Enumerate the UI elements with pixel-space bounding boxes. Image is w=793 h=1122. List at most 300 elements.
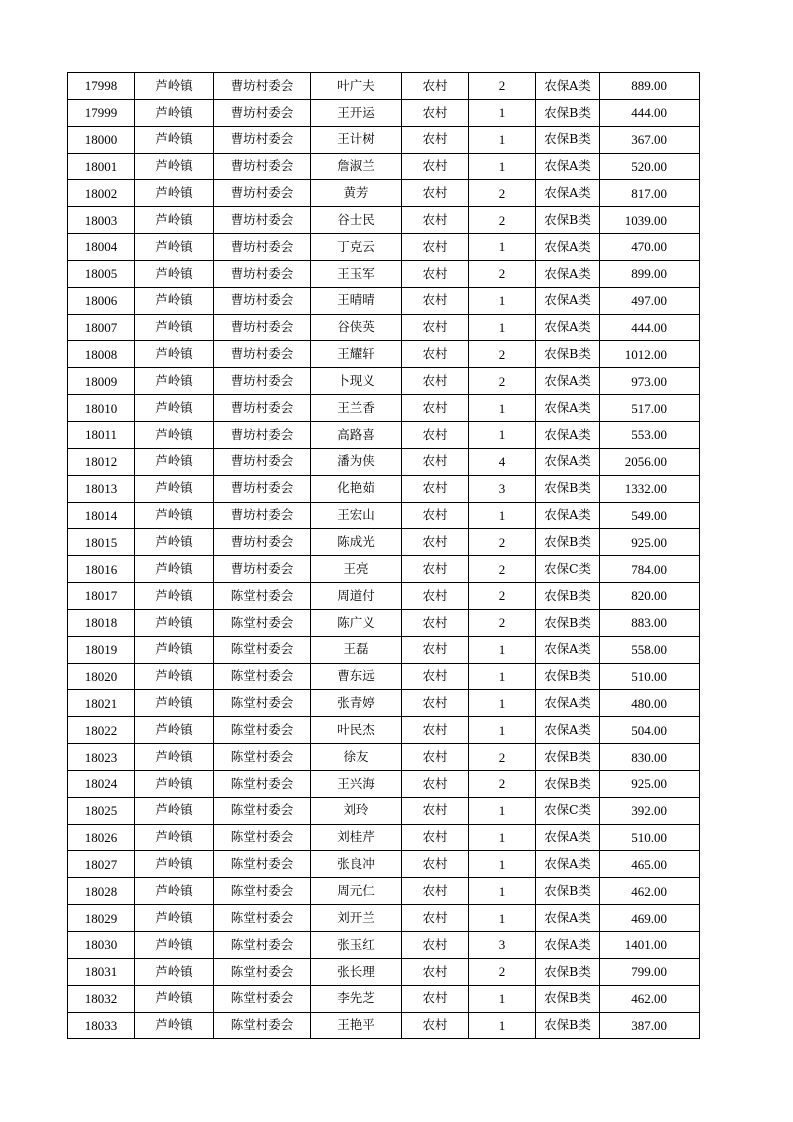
insurance-category-cell: 农保A类 xyxy=(536,234,600,261)
village-committee-cell: 陈堂村委会 xyxy=(214,958,311,985)
serial-no-cell: 18023 xyxy=(68,744,135,771)
household-size-cell: 3 xyxy=(469,475,536,502)
serial-no-cell: 18030 xyxy=(68,932,135,959)
village-committee-cell: 曹坊村委会 xyxy=(214,153,311,180)
area-type-cell: 农村 xyxy=(402,690,469,717)
roster-table xyxy=(67,72,700,1039)
serial-no-cell: 18025 xyxy=(68,797,135,824)
village-committee-cell: 陈堂村委会 xyxy=(214,636,311,663)
village-committee-cell: 曹坊村委会 xyxy=(214,180,311,207)
table-row xyxy=(68,690,700,717)
insurance-category-cell: 农保B类 xyxy=(536,663,600,690)
insurance-category-cell: 农保B类 xyxy=(536,609,600,636)
person-name-cell: 曹东远 xyxy=(311,663,402,690)
town-cell: 芦岭镇 xyxy=(135,905,214,932)
insurance-category-cell: 农保C类 xyxy=(536,797,600,824)
village-committee-cell: 曹坊村委会 xyxy=(214,368,311,395)
area-type-cell: 农村 xyxy=(402,905,469,932)
table-row xyxy=(68,368,700,395)
town-cell: 芦岭镇 xyxy=(135,153,214,180)
insurance-category-cell: 农保B类 xyxy=(536,770,600,797)
household-size-cell: 1 xyxy=(469,717,536,744)
insurance-category-cell: 农保B类 xyxy=(536,207,600,234)
area-type-cell: 农村 xyxy=(402,287,469,314)
village-committee-cell: 陈堂村委会 xyxy=(214,824,311,851)
household-size-cell: 1 xyxy=(469,878,536,905)
household-size-cell: 1 xyxy=(469,126,536,153)
insurance-category-cell: 农保B类 xyxy=(536,583,600,610)
serial-no-cell: 17999 xyxy=(68,99,135,126)
serial-no-cell: 18005 xyxy=(68,260,135,287)
village-committee-cell: 曹坊村委会 xyxy=(214,126,311,153)
table-row xyxy=(68,744,700,771)
area-type-cell: 农村 xyxy=(402,475,469,502)
town-cell: 芦岭镇 xyxy=(135,690,214,717)
village-committee-cell: 陈堂村委会 xyxy=(214,1012,311,1039)
insurance-category-cell: 农保A类 xyxy=(536,421,600,448)
table-row xyxy=(68,287,700,314)
town-cell: 芦岭镇 xyxy=(135,287,214,314)
village-committee-cell: 曹坊村委会 xyxy=(214,99,311,126)
insurance-category-cell: 农保A类 xyxy=(536,824,600,851)
village-committee-cell: 曹坊村委会 xyxy=(214,234,311,261)
person-name-cell: 张长理 xyxy=(311,958,402,985)
table-row xyxy=(68,260,700,287)
area-type-cell: 农村 xyxy=(402,583,469,610)
amount-cell: 510.00 xyxy=(600,824,700,851)
table-row xyxy=(68,556,700,583)
household-size-cell: 1 xyxy=(469,395,536,422)
table-row xyxy=(68,395,700,422)
table-row xyxy=(68,851,700,878)
person-name-cell: 王玉军 xyxy=(311,260,402,287)
household-size-cell: 1 xyxy=(469,153,536,180)
person-name-cell: 周元仁 xyxy=(311,878,402,905)
insurance-category-cell: 农保A类 xyxy=(536,448,600,475)
area-type-cell: 农村 xyxy=(402,153,469,180)
area-type-cell: 农村 xyxy=(402,1012,469,1039)
table-row xyxy=(68,770,700,797)
amount-cell: 1401.00 xyxy=(600,932,700,959)
serial-no-cell: 18020 xyxy=(68,663,135,690)
person-name-cell: 徐友 xyxy=(311,744,402,771)
village-committee-cell: 陈堂村委会 xyxy=(214,797,311,824)
serial-no-cell: 18031 xyxy=(68,958,135,985)
town-cell: 芦岭镇 xyxy=(135,878,214,905)
serial-no-cell: 18027 xyxy=(68,851,135,878)
table-row xyxy=(68,958,700,985)
village-committee-cell: 曹坊村委会 xyxy=(214,341,311,368)
serial-no-cell: 18015 xyxy=(68,529,135,556)
serial-no-cell: 18000 xyxy=(68,126,135,153)
serial-no-cell: 18029 xyxy=(68,905,135,932)
table-row xyxy=(68,663,700,690)
household-size-cell: 1 xyxy=(469,797,536,824)
area-type-cell: 农村 xyxy=(402,314,469,341)
insurance-category-cell: 农保B类 xyxy=(536,1012,600,1039)
person-name-cell: 张良冲 xyxy=(311,851,402,878)
village-committee-cell: 陈堂村委会 xyxy=(214,663,311,690)
person-name-cell: 叶广夫 xyxy=(311,73,402,100)
roster-body xyxy=(68,73,700,1039)
person-name-cell: 陈广义 xyxy=(311,609,402,636)
area-type-cell: 农村 xyxy=(402,878,469,905)
household-size-cell: 2 xyxy=(469,770,536,797)
town-cell: 芦岭镇 xyxy=(135,234,214,261)
table-row xyxy=(68,180,700,207)
town-cell: 芦岭镇 xyxy=(135,180,214,207)
table-row xyxy=(68,905,700,932)
area-type-cell: 农村 xyxy=(402,851,469,878)
amount-cell: 925.00 xyxy=(600,529,700,556)
amount-cell: 462.00 xyxy=(600,878,700,905)
person-name-cell: 张青婷 xyxy=(311,690,402,717)
amount-cell: 558.00 xyxy=(600,636,700,663)
amount-cell: 510.00 xyxy=(600,663,700,690)
person-name-cell: 王磊 xyxy=(311,636,402,663)
village-committee-cell: 陈堂村委会 xyxy=(214,583,311,610)
household-size-cell: 2 xyxy=(469,609,536,636)
insurance-category-cell: 农保A类 xyxy=(536,905,600,932)
town-cell: 芦岭镇 xyxy=(135,475,214,502)
serial-no-cell: 18014 xyxy=(68,502,135,529)
serial-no-cell: 18002 xyxy=(68,180,135,207)
serial-no-cell: 18017 xyxy=(68,583,135,610)
amount-cell: 469.00 xyxy=(600,905,700,932)
area-type-cell: 农村 xyxy=(402,636,469,663)
area-type-cell: 农村 xyxy=(402,663,469,690)
area-type-cell: 农村 xyxy=(402,932,469,959)
village-committee-cell: 曹坊村委会 xyxy=(214,529,311,556)
table-row xyxy=(68,421,700,448)
serial-no-cell: 18001 xyxy=(68,153,135,180)
village-committee-cell: 陈堂村委会 xyxy=(214,744,311,771)
town-cell: 芦岭镇 xyxy=(135,1012,214,1039)
town-cell: 芦岭镇 xyxy=(135,395,214,422)
household-size-cell: 3 xyxy=(469,932,536,959)
serial-no-cell: 18019 xyxy=(68,636,135,663)
person-name-cell: 刘桂芹 xyxy=(311,824,402,851)
amount-cell: 830.00 xyxy=(600,744,700,771)
table-row xyxy=(68,153,700,180)
serial-no-cell: 18006 xyxy=(68,287,135,314)
table-row xyxy=(68,502,700,529)
person-name-cell: 化艳茹 xyxy=(311,475,402,502)
amount-cell: 367.00 xyxy=(600,126,700,153)
table-row xyxy=(68,529,700,556)
amount-cell: 470.00 xyxy=(600,234,700,261)
area-type-cell: 农村 xyxy=(402,395,469,422)
amount-cell: 973.00 xyxy=(600,368,700,395)
amount-cell: 925.00 xyxy=(600,770,700,797)
table-row xyxy=(68,932,700,959)
person-name-cell: 王艳平 xyxy=(311,1012,402,1039)
household-size-cell: 1 xyxy=(469,234,536,261)
insurance-category-cell: 农保A类 xyxy=(536,73,600,100)
town-cell: 芦岭镇 xyxy=(135,824,214,851)
table-row xyxy=(68,314,700,341)
household-size-cell: 1 xyxy=(469,905,536,932)
area-type-cell: 农村 xyxy=(402,824,469,851)
town-cell: 芦岭镇 xyxy=(135,260,214,287)
household-size-cell: 2 xyxy=(469,958,536,985)
household-size-cell: 1 xyxy=(469,502,536,529)
person-name-cell: 王计树 xyxy=(311,126,402,153)
table-row xyxy=(68,73,700,100)
area-type-cell: 农村 xyxy=(402,207,469,234)
amount-cell: 1012.00 xyxy=(600,341,700,368)
town-cell: 芦岭镇 xyxy=(135,744,214,771)
insurance-category-cell: 农保B类 xyxy=(536,99,600,126)
amount-cell: 517.00 xyxy=(600,395,700,422)
amount-cell: 899.00 xyxy=(600,260,700,287)
household-size-cell: 1 xyxy=(469,985,536,1012)
insurance-category-cell: 农保B类 xyxy=(536,475,600,502)
area-type-cell: 农村 xyxy=(402,958,469,985)
household-size-cell: 1 xyxy=(469,824,536,851)
amount-cell: 889.00 xyxy=(600,73,700,100)
amount-cell: 883.00 xyxy=(600,609,700,636)
amount-cell: 462.00 xyxy=(600,985,700,1012)
village-committee-cell: 曹坊村委会 xyxy=(214,421,311,448)
person-name-cell: 王兰香 xyxy=(311,395,402,422)
village-committee-cell: 陈堂村委会 xyxy=(214,905,311,932)
town-cell: 芦岭镇 xyxy=(135,99,214,126)
person-name-cell: 周道付 xyxy=(311,583,402,610)
table-row xyxy=(68,341,700,368)
town-cell: 芦岭镇 xyxy=(135,958,214,985)
town-cell: 芦岭镇 xyxy=(135,341,214,368)
household-size-cell: 1 xyxy=(469,314,536,341)
serial-no-cell: 17998 xyxy=(68,73,135,100)
household-size-cell: 1 xyxy=(469,851,536,878)
amount-cell: 817.00 xyxy=(600,180,700,207)
household-size-cell: 1 xyxy=(469,421,536,448)
person-name-cell: 黄芳 xyxy=(311,180,402,207)
insurance-category-cell: 农保B类 xyxy=(536,985,600,1012)
serial-no-cell: 18028 xyxy=(68,878,135,905)
household-size-cell: 2 xyxy=(469,744,536,771)
village-committee-cell: 曹坊村委会 xyxy=(214,207,311,234)
serial-no-cell: 18007 xyxy=(68,314,135,341)
person-name-cell: 王亮 xyxy=(311,556,402,583)
household-size-cell: 2 xyxy=(469,583,536,610)
table-row xyxy=(68,717,700,744)
amount-cell: 504.00 xyxy=(600,717,700,744)
person-name-cell: 潘为侠 xyxy=(311,448,402,475)
person-name-cell: 王晴晴 xyxy=(311,287,402,314)
town-cell: 芦岭镇 xyxy=(135,770,214,797)
village-committee-cell: 陈堂村委会 xyxy=(214,770,311,797)
household-size-cell: 1 xyxy=(469,636,536,663)
insurance-category-cell: 农保A类 xyxy=(536,153,600,180)
amount-cell: 2056.00 xyxy=(600,448,700,475)
serial-no-cell: 18004 xyxy=(68,234,135,261)
serial-no-cell: 18021 xyxy=(68,690,135,717)
town-cell: 芦岭镇 xyxy=(135,529,214,556)
area-type-cell: 农村 xyxy=(402,797,469,824)
serial-no-cell: 18012 xyxy=(68,448,135,475)
insurance-category-cell: 农保B类 xyxy=(536,529,600,556)
table-row xyxy=(68,878,700,905)
person-name-cell: 王开运 xyxy=(311,99,402,126)
person-name-cell: 詹淑兰 xyxy=(311,153,402,180)
area-type-cell: 农村 xyxy=(402,529,469,556)
table-row xyxy=(68,583,700,610)
household-size-cell: 1 xyxy=(469,663,536,690)
amount-cell: 1332.00 xyxy=(600,475,700,502)
village-committee-cell: 曹坊村委会 xyxy=(214,287,311,314)
town-cell: 芦岭镇 xyxy=(135,797,214,824)
serial-no-cell: 18003 xyxy=(68,207,135,234)
town-cell: 芦岭镇 xyxy=(135,985,214,1012)
town-cell: 芦岭镇 xyxy=(135,636,214,663)
table-row xyxy=(68,985,700,1012)
area-type-cell: 农村 xyxy=(402,421,469,448)
village-committee-cell: 曹坊村委会 xyxy=(214,502,311,529)
insurance-category-cell: 农保A类 xyxy=(536,717,600,744)
amount-cell: 392.00 xyxy=(600,797,700,824)
person-name-cell: 谷侠英 xyxy=(311,314,402,341)
table-row xyxy=(68,99,700,126)
insurance-category-cell: 农保A类 xyxy=(536,932,600,959)
insurance-category-cell: 农保A类 xyxy=(536,690,600,717)
town-cell: 芦岭镇 xyxy=(135,421,214,448)
area-type-cell: 农村 xyxy=(402,260,469,287)
amount-cell: 799.00 xyxy=(600,958,700,985)
area-type-cell: 农村 xyxy=(402,609,469,636)
insurance-category-cell: 农保A类 xyxy=(536,502,600,529)
household-size-cell: 2 xyxy=(469,207,536,234)
area-type-cell: 农村 xyxy=(402,341,469,368)
household-size-cell: 2 xyxy=(469,368,536,395)
table-row xyxy=(68,824,700,851)
insurance-category-cell: 农保A类 xyxy=(536,851,600,878)
household-size-cell: 2 xyxy=(469,556,536,583)
area-type-cell: 农村 xyxy=(402,502,469,529)
town-cell: 芦岭镇 xyxy=(135,207,214,234)
amount-cell: 784.00 xyxy=(600,556,700,583)
town-cell: 芦岭镇 xyxy=(135,73,214,100)
area-type-cell: 农村 xyxy=(402,556,469,583)
amount-cell: 553.00 xyxy=(600,421,700,448)
table-row xyxy=(68,234,700,261)
town-cell: 芦岭镇 xyxy=(135,717,214,744)
village-committee-cell: 陈堂村委会 xyxy=(214,932,311,959)
person-name-cell: 丁克云 xyxy=(311,234,402,261)
town-cell: 芦岭镇 xyxy=(135,502,214,529)
amount-cell: 497.00 xyxy=(600,287,700,314)
person-name-cell: 谷士民 xyxy=(311,207,402,234)
table-row xyxy=(68,126,700,153)
area-type-cell: 农村 xyxy=(402,234,469,261)
amount-cell: 520.00 xyxy=(600,153,700,180)
person-name-cell: 卜现义 xyxy=(311,368,402,395)
village-committee-cell: 陈堂村委会 xyxy=(214,985,311,1012)
amount-cell: 1039.00 xyxy=(600,207,700,234)
insurance-category-cell: 农保A类 xyxy=(536,368,600,395)
person-name-cell: 王耀轩 xyxy=(311,341,402,368)
person-name-cell: 叶民杰 xyxy=(311,717,402,744)
town-cell: 芦岭镇 xyxy=(135,314,214,341)
town-cell: 芦岭镇 xyxy=(135,609,214,636)
person-name-cell: 张玉红 xyxy=(311,932,402,959)
insurance-category-cell: 农保B类 xyxy=(536,878,600,905)
insurance-category-cell: 农保A类 xyxy=(536,260,600,287)
serial-no-cell: 18026 xyxy=(68,824,135,851)
serial-no-cell: 18008 xyxy=(68,341,135,368)
town-cell: 芦岭镇 xyxy=(135,583,214,610)
area-type-cell: 农村 xyxy=(402,744,469,771)
table-row xyxy=(68,636,700,663)
amount-cell: 444.00 xyxy=(600,314,700,341)
amount-cell: 387.00 xyxy=(600,1012,700,1039)
amount-cell: 444.00 xyxy=(600,99,700,126)
town-cell: 芦岭镇 xyxy=(135,556,214,583)
amount-cell: 465.00 xyxy=(600,851,700,878)
person-name-cell: 刘玲 xyxy=(311,797,402,824)
area-type-cell: 农村 xyxy=(402,770,469,797)
village-committee-cell: 陈堂村委会 xyxy=(214,690,311,717)
area-type-cell: 农村 xyxy=(402,448,469,475)
insurance-category-cell: 农保C类 xyxy=(536,556,600,583)
village-committee-cell: 陈堂村委会 xyxy=(214,878,311,905)
serial-no-cell: 18024 xyxy=(68,770,135,797)
serial-no-cell: 18022 xyxy=(68,717,135,744)
serial-no-cell: 18018 xyxy=(68,609,135,636)
village-committee-cell: 曹坊村委会 xyxy=(214,475,311,502)
insurance-category-cell: 农保A类 xyxy=(536,395,600,422)
table-row xyxy=(68,207,700,234)
person-name-cell: 刘开兰 xyxy=(311,905,402,932)
insurance-category-cell: 农保B类 xyxy=(536,126,600,153)
serial-no-cell: 18033 xyxy=(68,1012,135,1039)
household-size-cell: 2 xyxy=(469,180,536,207)
area-type-cell: 农村 xyxy=(402,368,469,395)
table-row xyxy=(68,609,700,636)
village-committee-cell: 曹坊村委会 xyxy=(214,448,311,475)
area-type-cell: 农村 xyxy=(402,99,469,126)
area-type-cell: 农村 xyxy=(402,180,469,207)
insurance-category-cell: 农保A类 xyxy=(536,287,600,314)
village-committee-cell: 曹坊村委会 xyxy=(214,314,311,341)
serial-no-cell: 18013 xyxy=(68,475,135,502)
town-cell: 芦岭镇 xyxy=(135,932,214,959)
town-cell: 芦岭镇 xyxy=(135,368,214,395)
amount-cell: 820.00 xyxy=(600,583,700,610)
insurance-category-cell: 农保B类 xyxy=(536,341,600,368)
serial-no-cell: 18009 xyxy=(68,368,135,395)
town-cell: 芦岭镇 xyxy=(135,126,214,153)
serial-no-cell: 18016 xyxy=(68,556,135,583)
household-size-cell: 2 xyxy=(469,73,536,100)
village-committee-cell: 曹坊村委会 xyxy=(214,73,311,100)
insurance-category-cell: 农保B类 xyxy=(536,958,600,985)
serial-no-cell: 18032 xyxy=(68,985,135,1012)
person-name-cell: 陈成光 xyxy=(311,529,402,556)
table-row xyxy=(68,797,700,824)
household-size-cell: 2 xyxy=(469,529,536,556)
household-size-cell: 2 xyxy=(469,341,536,368)
household-size-cell: 1 xyxy=(469,99,536,126)
serial-no-cell: 18011 xyxy=(68,421,135,448)
household-size-cell: 2 xyxy=(469,260,536,287)
village-committee-cell: 曹坊村委会 xyxy=(214,395,311,422)
insurance-category-cell: 农保A类 xyxy=(536,314,600,341)
area-type-cell: 农村 xyxy=(402,985,469,1012)
area-type-cell: 农村 xyxy=(402,73,469,100)
household-size-cell: 1 xyxy=(469,690,536,717)
